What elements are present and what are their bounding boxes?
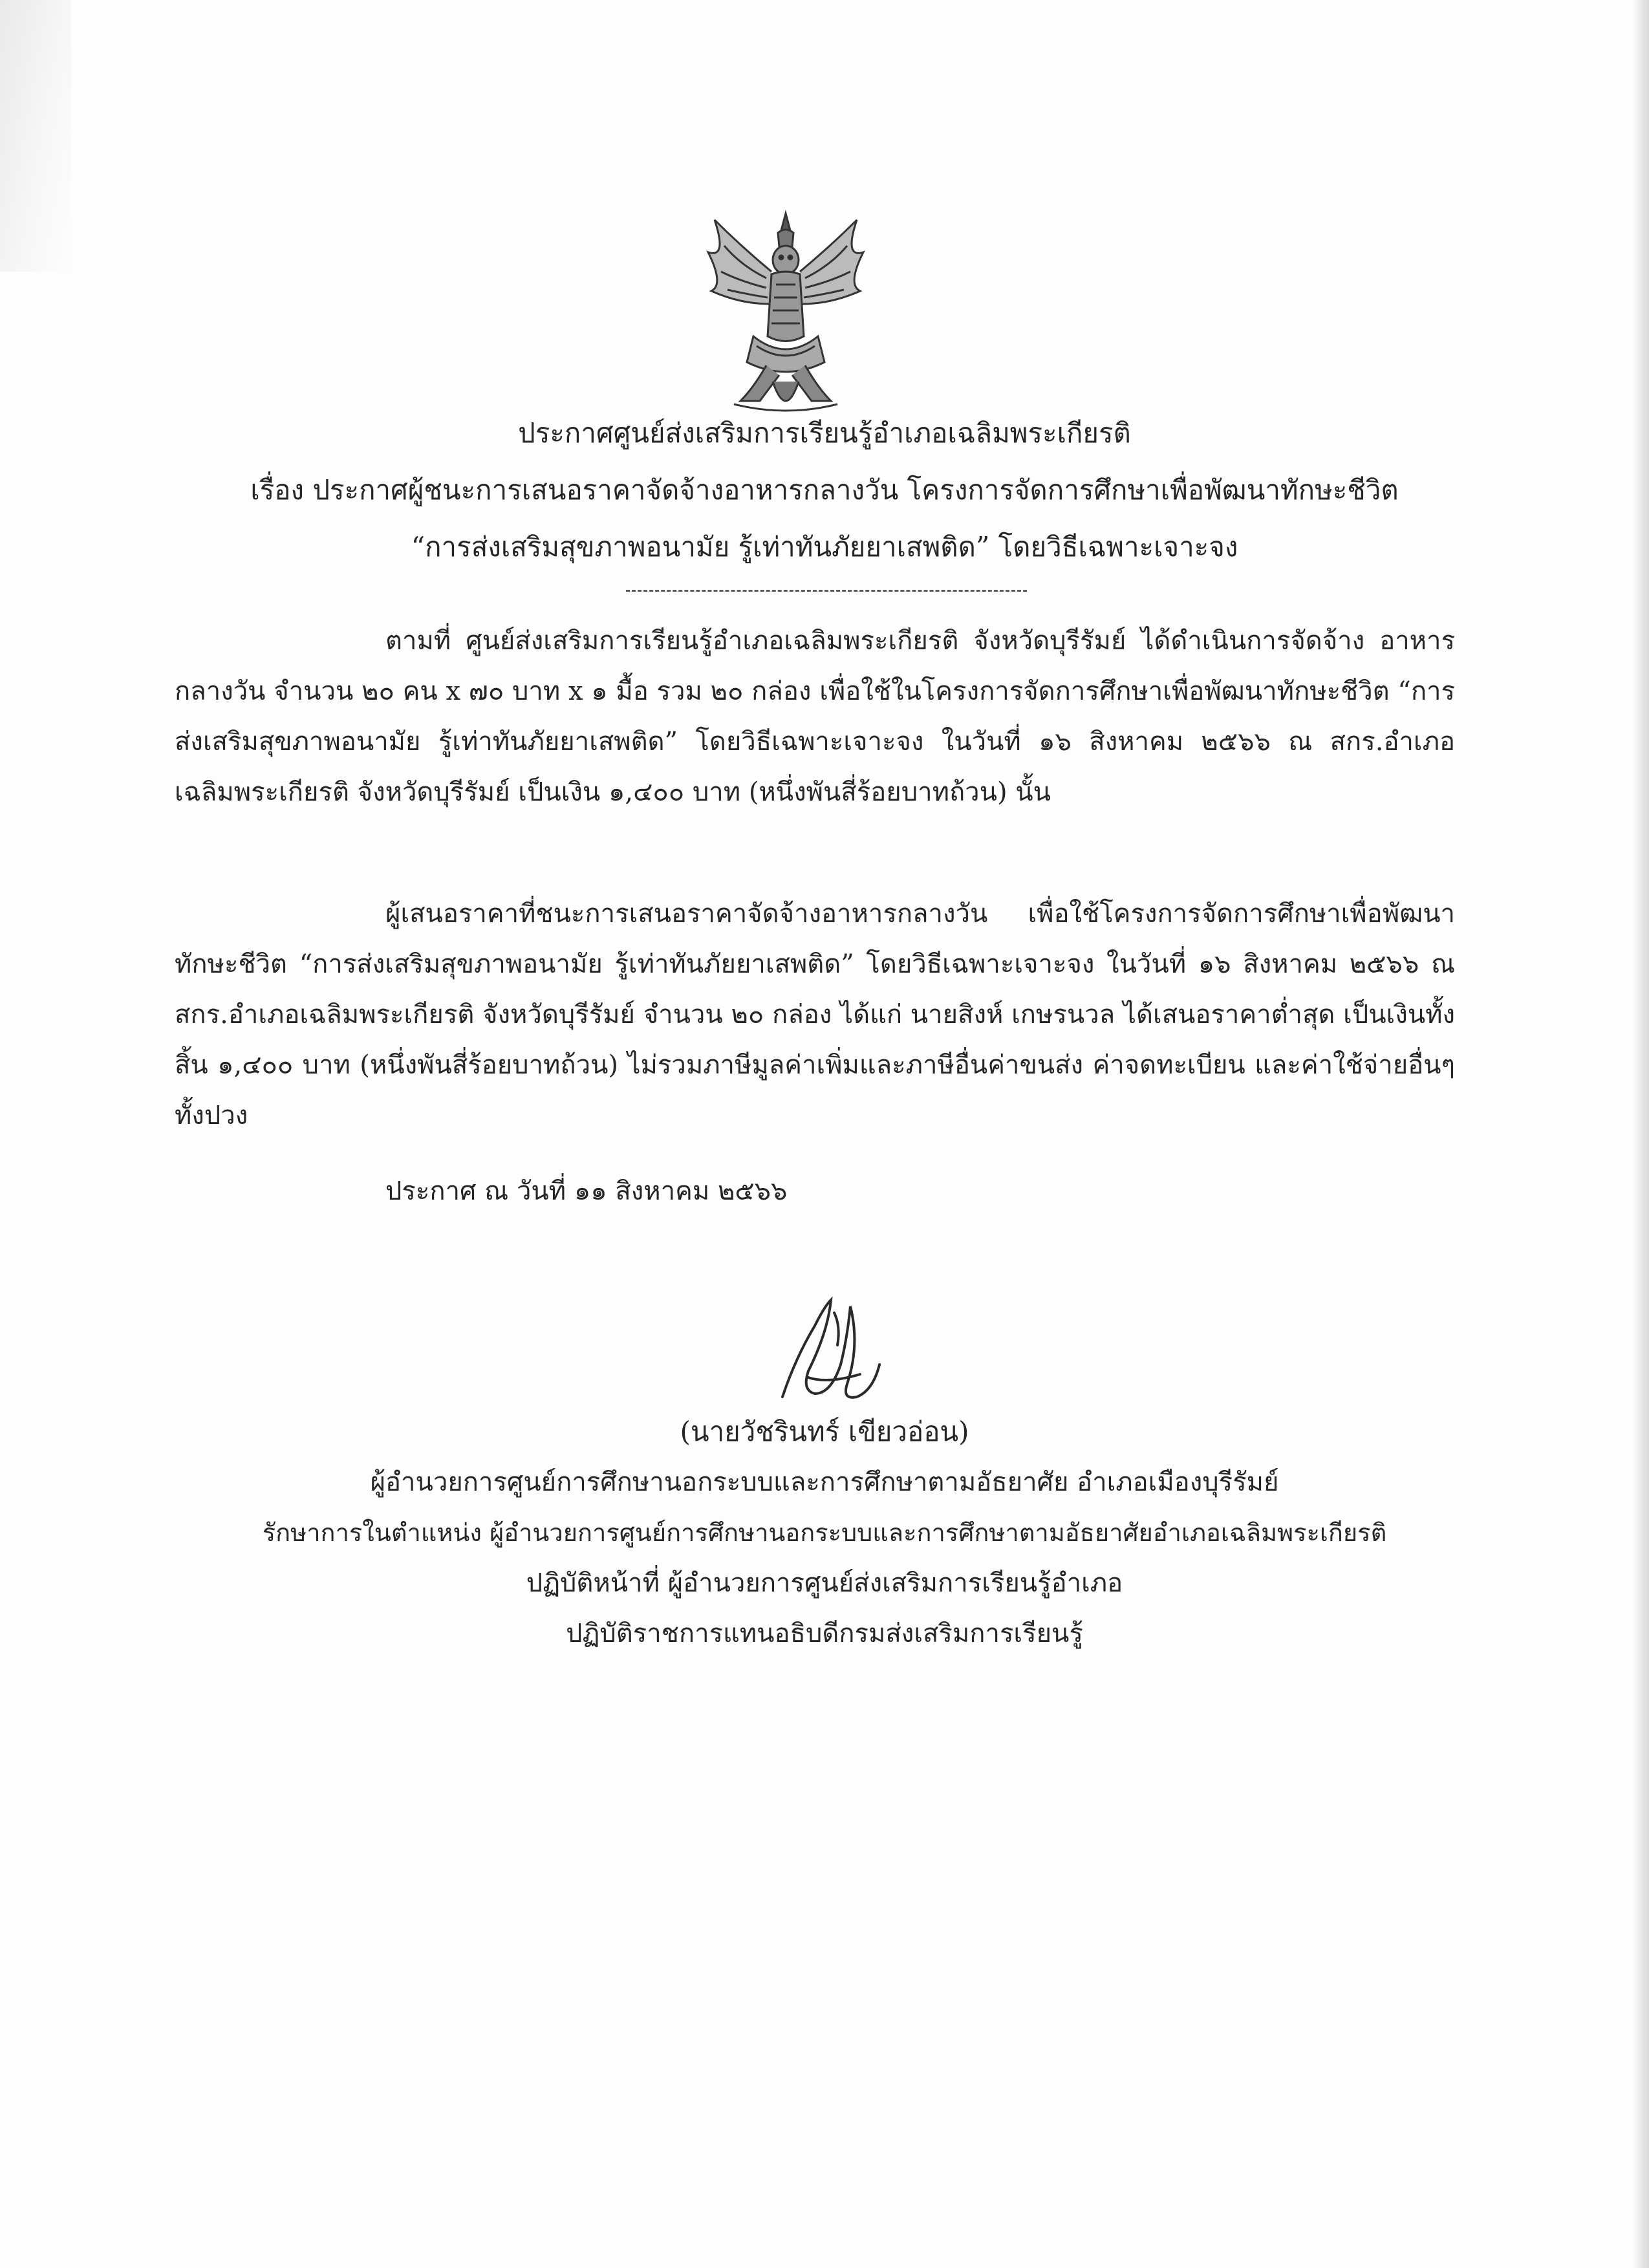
announcement-subject-continued: “การส่งเสริมสุขภาพอนามัย รู้เท่าทันภัยยาเสพติด” โดยวิธีเฉพาะเจาะจง [411,531,1238,563]
signer-position-2: รักษาการในตำแหน่ง ผู้อำนวยการศูนย์การศึกษานอกระบบและการศึกษาตามอัธยาศัยอำเภอเฉลิมพระเกียรติ [262,1518,1387,1547]
announcement-date: ประกาศ ณ วันที่ ๑๑ สิงหาคม ๒๕๖๖ [385,1176,788,1206]
page-fold-shadow [0,0,71,272]
body-paragraph-1: ตามที่ ศูนย์ส่งเสริมการเรียนรู้อำเภอเฉลิมพระเกียรติ จังหวัดบุรีรัมย์ ได้ดำเนินการจัดจ้าง อาหารกลางวัน จำนวน ๒๐ คน x ๗๐ บาท x ๑ มื้อ รวม ๒๐ กล่อง เพื่อใช้ในโครงการจัดการศึกษาเพื่อพัฒนาทักษะชีวิต “การส่งเสริมสุขภาพอนามัย รู้เท่าทันภัยยาเสพติด” โดยวิธีเฉพาะเจาะจง ในวันที่ ๑๖ สิงหาคม ๒๕๖๖ ณ สกร.อำเภอเฉลิมพระเกียรติ จังหวัดบุรีรัมย์ เป็นเงิน ๑,๔๐๐ บาท (หนึ่งพันสี่ร้อยบาทถ้วน) นั้น [175,626,1455,807]
announcement-title: ประกาศศูนย์ส่งเสริมการเรียนรู้อำเภอเฉลิมพระเกียรติ [518,417,1131,449]
garuda-emblem-icon [695,207,876,420]
signer-position-1: ผู้อำนวยการศูนย์การศึกษานอกระบบและการศึกษาตามอัธยาศัย อำเภอเมืองบุรีรัมย์ [370,1467,1279,1497]
signer-position-3: ปฏิบัติหน้าที่ ผู้อำนวยการศูนย์ส่งเสริมการเรียนรู้อำเภอ [526,1568,1123,1598]
title-divider [626,590,1027,592]
signer-position-4: ปฏิบัติราชการแทนอธิบดีกรมส่งเสริมการเรียนรู้ [566,1619,1083,1648]
signature-icon [770,1287,905,1410]
announcement-subject: เรื่อง ประกาศผู้ชนะการเสนอราคาจัดจ้างอาหารกลางวัน โครงการจัดการศึกษาเพื่อพัฒนาทักษะชีวิต [250,474,1399,506]
signer-name: (นายวัชรินทร์ เขียวอ่อน) [680,1416,969,1447]
body-paragraph-2: ผู้เสนอราคาที่ชนะการเสนอราคาจัดจ้างอาหารกลางวัน เพื่อใช้โครงการจัดการศึกษาเพื่อพัฒนาทักษะชีวิต “การส่งเสริมสุขภาพอนามัย รู้เท่าทันภัยยาเสพติด” โดยวิธีเฉพาะเจาะจง ในวันที่ ๑๖ สิงหาคม ๒๕๖๖ ณ สกร.อำเภอเฉลิมพระเกียรติ จังหวัดบุรีรัมย์ จำนวน ๒๐ กล่อง ได้แก่ นายสิงห์ เกษรนวล ได้เสนอราคาต่ำสุด เป็นเงินทั้งสิ้น ๑,๔๐๐ บาท (หนึ่งพันสี่ร้อยบาทถ้วน) ไม่รวมภาษีมูลค่าเพิ่มและภาษีอื่นค่าขนส่ง ค่าจดทะเบียน และค่าใช้จ่ายอื่นๆ ทั้งปวง [175,899,1455,1130]
page-edge-shadow [1632,0,1649,2268]
